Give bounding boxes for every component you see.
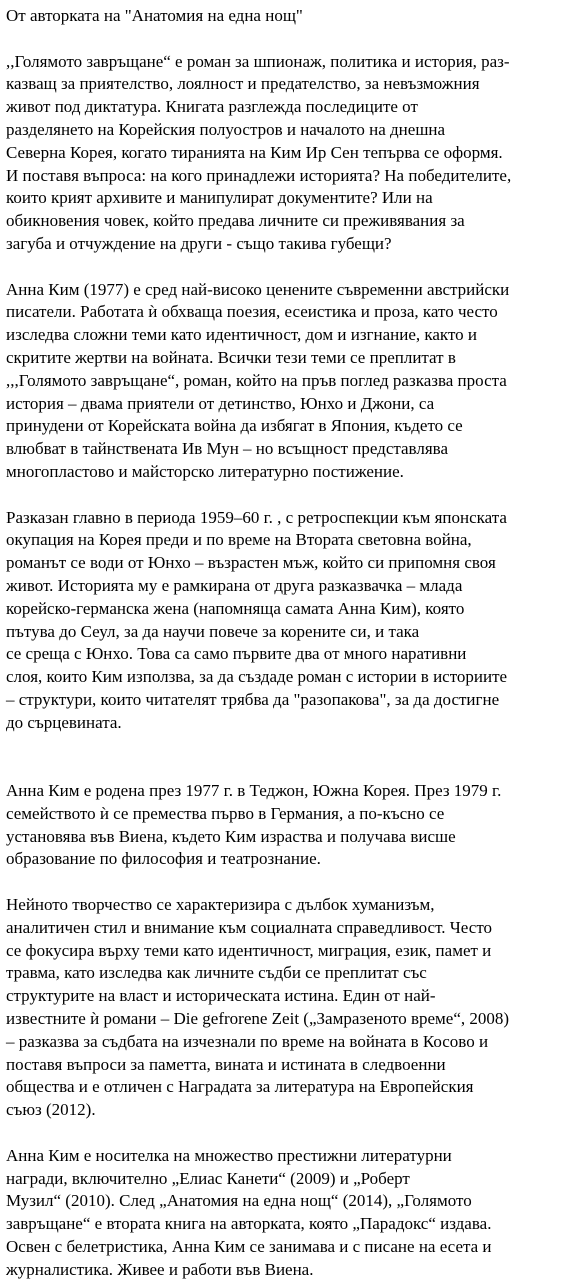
text-line: структурите на власт и историческата истина. Един от най- xyxy=(6,986,436,1006)
paragraph-book-description xyxy=(6,51,578,256)
section-spacer xyxy=(6,735,578,781)
paragraph-plot xyxy=(6,507,578,735)
text-line: слоя, които Ким използва, за да създаде роман с истории в историите xyxy=(6,667,508,687)
text-line: семейството ѝ се премества първо в Германия, а по-късно се xyxy=(6,803,445,823)
text-line: Анна Ким (1977) е сред най-високо ценените съвременни австрийски xyxy=(6,279,510,299)
text-line: аналитичен стил и внимание към социалната справедливост. Често xyxy=(6,917,493,937)
text-line: – структури, които читателят трябва да "разопакова", за да достигне xyxy=(6,689,500,709)
text-line: казващ за приятелство, лоялност и предателство, за невъзможния xyxy=(6,74,480,94)
paragraph-author-work xyxy=(6,894,578,1122)
text-line: Освен с белетристика, Анна Ким се занимава и с писане на есета и xyxy=(6,1237,492,1257)
text-line: ,,Голямото завръщане“ е роман за шпионаж, политика и история, раз- xyxy=(6,51,510,71)
document-body xyxy=(6,5,578,1282)
paragraph-spacer xyxy=(6,871,578,894)
paragraph-spacer xyxy=(6,484,578,507)
text-line: травма, като изследва как личните съдби се преплитат със xyxy=(6,963,427,983)
text-line: ,,,Голямото завръщане“, роман, който на пръв поглед разказва проста xyxy=(6,370,507,390)
text-line: живот. Историята му е рамкирана от друга разказвачка – млада xyxy=(6,575,463,595)
text-line: се среща с Юнхо. Това са само първите два от много наративни xyxy=(6,644,467,664)
text-line: влюбват в тайнствената Ив Мун – но всъщност представлява xyxy=(6,439,448,459)
text-line: принудени от Корейската война да избягат в Япония, където се xyxy=(6,416,463,436)
paragraph-author-biography xyxy=(6,780,578,871)
text-line: журналистика. Живее и работи във Виена. xyxy=(6,1259,314,1279)
text-line: Анна Ким е носителка на множество престижни литературни xyxy=(6,1145,452,1165)
text-line: изследва сложни теми като идентичност, дом и изгнание, както и xyxy=(6,325,478,345)
text-line: установява във Виена, където Ким израства и получава висше xyxy=(6,826,456,846)
text-line: многопластово и майсторско литературно постижение. xyxy=(6,461,404,481)
paragraph-spacer xyxy=(6,256,578,279)
text-line: известните ѝ романи – Die gefrorene Zeit („Замразеното време“, 2008) xyxy=(6,1009,510,1029)
text-line: разделянето на Корейския полуостров и началото на днешна xyxy=(6,119,446,139)
text-line: награди, включително „Елиас Канети“ (2009) и „Роберт xyxy=(6,1168,410,1188)
text-line: образование по философия и театрознание. xyxy=(6,849,321,869)
text-line: романът се води от Юнхо – възрастен мъж, който си припомня своя xyxy=(6,553,496,573)
text-line: И поставя въпроса: на кого принадлежи историята? На победителите, xyxy=(6,165,512,185)
text-line: – разказва за съдбата на изчезнали по време на войната в Косово и xyxy=(6,1031,489,1051)
text-line: завръщане“ е втората книга на авторката, която „Парадокс“ издава. xyxy=(6,1214,492,1234)
text-line: скритите жертви на войната. Всички тези теми се преплитат в xyxy=(6,347,456,367)
text-line: Северна Корея, когато тиранията на Ким Ир Сен тепърва се оформя. xyxy=(6,142,503,162)
text-line: живот под диктатура. Книгата разглежда последиците от xyxy=(6,97,418,117)
text-line: окупация на Корея преди и по време на Втората световна война, xyxy=(6,530,472,550)
text-line: история – двама приятели от детинство, Юнхо и Джони, са xyxy=(6,393,435,413)
paragraph-spacer xyxy=(6,1122,578,1145)
paragraph-author-intro xyxy=(6,279,578,484)
text-line: корейско-германска жена (напомняща самата Анна Ким), която xyxy=(6,598,465,618)
text-line: до сърцевината. xyxy=(6,712,122,732)
text-line: Разказан главно в периода 1959–60 г. , с ретроспекции към японската xyxy=(6,507,507,527)
text-line: съюз (2012). xyxy=(6,1100,96,1120)
heading-text: От авторката на "Анатомия на една нощ" xyxy=(6,6,303,25)
text-line: писатели. Работата ѝ обхваща поезия, есеистика и проза, като често xyxy=(6,302,498,322)
paragraph-spacer xyxy=(6,28,578,51)
text-line: поставя въпроси за паметта, вината и истината в следвоенни xyxy=(6,1054,446,1074)
text-line: загуба и отчуждение на други - също такива губещи? xyxy=(6,233,392,253)
text-line: Нейното творчество се характеризира с дълбок хуманизъм, xyxy=(6,895,435,915)
text-line: пътува до Сеул, за да научи повече за корените си, и така xyxy=(6,621,420,641)
document-heading xyxy=(6,5,578,28)
text-line: се фокусира върху теми като идентичност, миграция, език, памет и xyxy=(6,940,492,960)
text-line: обикновения човек, който предава личните си преживявания за xyxy=(6,211,465,231)
text-line: които крият архивите и манипулират документите? Или на xyxy=(6,188,433,208)
paragraph-author-awards xyxy=(6,1145,578,1282)
text-line: Музил“ (2010). След „Анатомия на една нощ“ (2014), „Голямото xyxy=(6,1191,472,1211)
text-line: общества и е отличен с Наградата за литература на Европейския xyxy=(6,1077,474,1097)
text-line: Анна Ким е родена през 1977 г. в Теджон, Южна Корея. През 1979 г. xyxy=(6,781,502,801)
